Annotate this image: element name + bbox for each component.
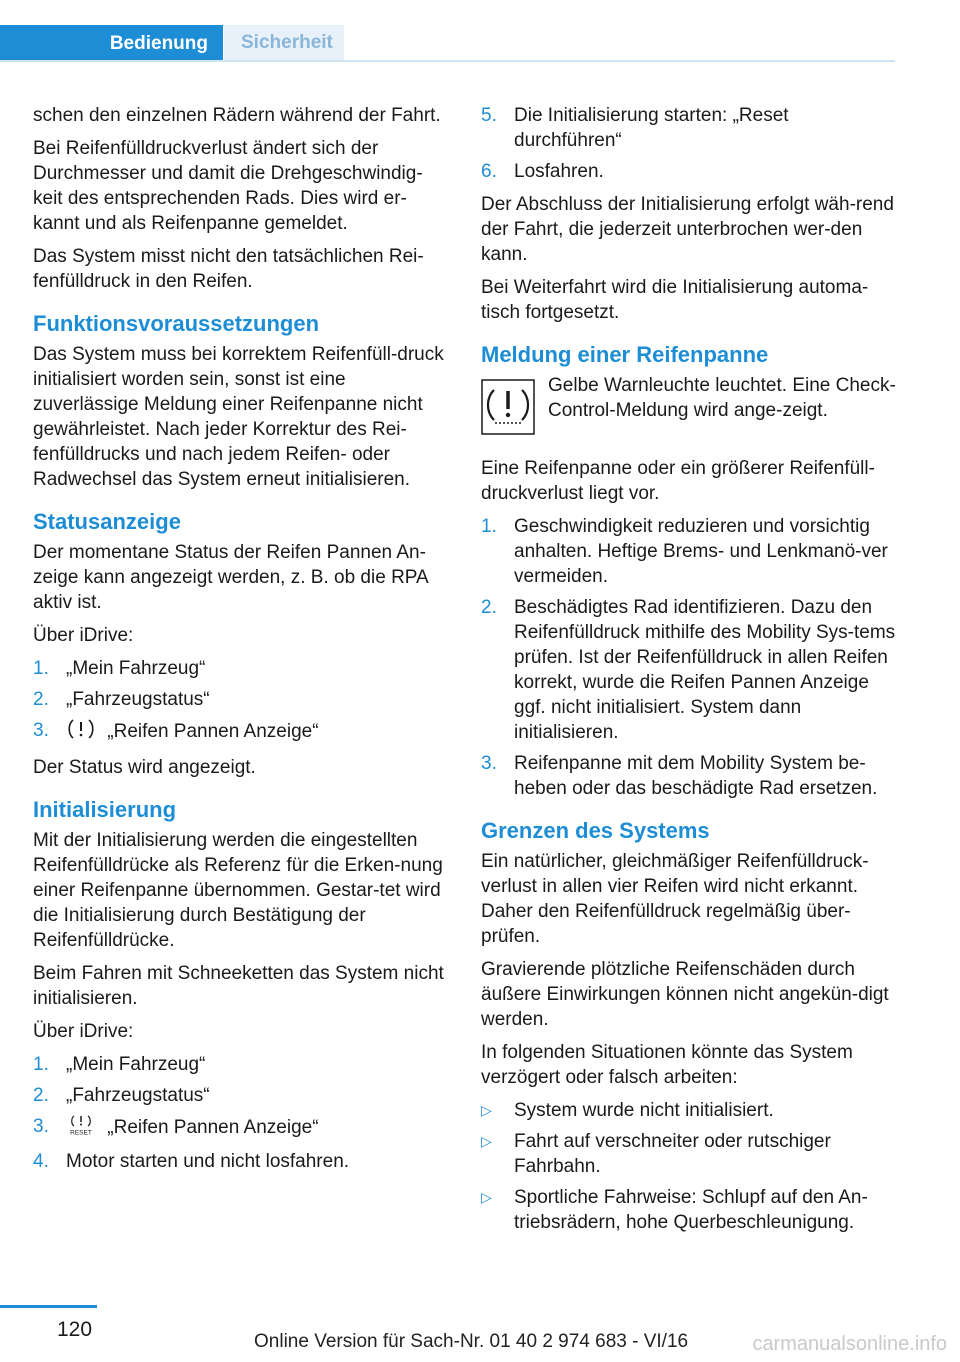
step-text: Beschädigtes Rad identifizieren. Dazu den Reifenfülldruck mithilfe des Mobility Sys-tems prüfen. Ist der Reifenfülldruck in allen Reifen korrekt, wurde die Reifen Pannen Anzeige ggf. nicht initialisiert. System dann initialisieren. [514, 597, 896, 743]
step-number: 1. [33, 658, 49, 679]
step-text: Die Initialisierung starten: „Reset durchführen“ [514, 105, 789, 151]
paragraph: Bei Weiterfahrt wird die Initialisierung automa-tisch fortgesetzt. [481, 277, 869, 323]
list-item [33, 687, 447, 712]
tire-warning-icon [66, 718, 96, 747]
step-number: 2. [481, 597, 497, 618]
list-item [481, 1098, 897, 1123]
list-item [33, 1149, 447, 1174]
list-item [33, 656, 447, 681]
step-text: „Reifen Pannen Anzeige“ [107, 1117, 319, 1138]
tire-reset-icon [66, 1114, 96, 1143]
step-number: 6. [481, 161, 497, 182]
page-number: 120 [57, 1318, 93, 1341]
step-text: „Mein Fahrzeug“ [66, 658, 206, 679]
paragraph: Eine Reifenpanne oder ein größerer Reifenfüll-druckverlust liegt vor. [481, 458, 875, 504]
tab-underline [0, 60, 895, 62]
status-steps-list [33, 656, 447, 747]
paragraph: Das System misst nicht den tatsächlichen Rei-fenfülldruck in den Reifen. [33, 246, 424, 292]
init-steps-list [33, 1052, 447, 1174]
list-item [33, 1083, 447, 1108]
init-steps-continued-list [481, 103, 897, 184]
chapter-tabbar [0, 25, 895, 62]
right-column [481, 103, 897, 1243]
heading-statusanzeige: Statusanzeige [33, 509, 181, 534]
paragraph: Bei Reifenfülldruckverlust ändert sich der Durchmesser und damit die Drehgeschwindig-keit des entsprechenden Rads. Dies wird er-kannt und als Reifenpanne gemeldet. [33, 138, 423, 234]
step-number: 3. [33, 1116, 49, 1137]
warning-lamp-note [481, 373, 897, 448]
list-item [481, 595, 897, 745]
step-text: Losfahren. [514, 161, 604, 182]
reset-icon-label: RESET [70, 1129, 92, 1136]
step-number: 5. [481, 105, 497, 126]
limitations-list [481, 1098, 897, 1235]
bullet-text: System wurde nicht initialisiert. [514, 1100, 774, 1121]
step-number: 2. [33, 689, 49, 710]
warning-lamp-text: Gelbe Warnleuchte leuchtet. Eine Check-Control-Meldung wird ange-zeigt. [548, 375, 896, 421]
paragraph: Beim Fahren mit Schneeketten das System nicht initialisieren. [33, 963, 444, 1009]
paragraph: schen den einzelnen Rädern während der Fahrt. [33, 105, 441, 126]
paragraph: Über iDrive: [33, 1021, 134, 1042]
bullet-triangle-icon: ▷ [481, 1133, 492, 1149]
step-text: Geschwindigkeit reduzieren und vorsichtig anhalten. Heftige Brems- und Lenkmanö-ver vermeiden. [514, 516, 888, 587]
tab-sicherheit[interactable]: Sicherheit [224, 25, 344, 60]
list-item [481, 514, 897, 589]
paragraph: Der momentane Status der Reifen Pannen An-zeige kann angezeigt werden, z. B. ob die RPA aktiv ist. [33, 542, 428, 613]
paragraph: Über iDrive: [33, 625, 134, 646]
bullet-triangle-icon: ▷ [481, 1102, 492, 1118]
step-number: 3. [33, 720, 49, 741]
tab-bedienung[interactable]: Bedienung [0, 25, 223, 62]
paragraph: Das System muss bei korrektem Reifenfüll-druck initialisiert worden sein, sonst ist eine zuverlässige Meldung einer Reifenpanne nicht gewährleistet. Nach jeder Korrektur des Rei-fenfülldrucks und nach jedem Reifen- oder Radwechsel das System erneut initialisieren. [33, 344, 444, 490]
paragraph: Ein natürlicher, gleichmäßiger Reifenfülldruck-verlust in allen vier Reifen wird nicht erkannt. Daher den Reifenfülldruck regelmäßig über-prüfen. [481, 851, 869, 947]
list-item [481, 751, 897, 801]
list-item [33, 1114, 447, 1143]
paragraph: In folgenden Situationen könnte das System verzögert oder falsch arbeiten: [481, 1042, 853, 1088]
step-text: Reifenpanne mit dem Mobility System be-heben oder das beschädigte Rad ersetzen. [514, 753, 878, 799]
paragraph: Mit der Initialisierung werden die eingestellten Reifenfülldrücke als Referenz für die Erken-nung einer Reifenpanne übernommen. Gestar-tet wird die Initialisierung durch Bestätigung der Reifenfülldrücke. [33, 830, 443, 951]
list-item [33, 1052, 447, 1077]
step-text: Motor starten und nicht losfahren. [66, 1151, 350, 1172]
list-item [481, 103, 897, 153]
list-item [33, 718, 447, 747]
paragraph: Gravierende plötzliche Reifenschäden durch äußere Einwirkungen können nicht angekün-digt werden. [481, 959, 889, 1030]
paragraph: Der Abschluss der Initialisierung erfolgt wäh-rend der Fahrt, die jederzeit unterbrochen wer-den kann. [481, 194, 894, 265]
heading-funktionsvoraussetzungen: Funktionsvoraussetzungen [33, 311, 320, 336]
step-number: 1. [481, 516, 497, 537]
step-number: 2. [33, 1085, 49, 1106]
footer-version: Online Version für Sach-Nr. 01 40 2 974 683 - VI/16 [254, 1331, 689, 1352]
tire-warning-lamp-icon [481, 379, 535, 442]
list-item [481, 1185, 897, 1235]
left-column [33, 103, 447, 1182]
step-number: 3. [481, 753, 497, 774]
step-text: „Fahrzeugstatus“ [66, 689, 210, 710]
watermark: carmanualsonline.info [752, 1333, 947, 1355]
heading-meldung-reifenpanne: Meldung einer Reifenpanne [481, 342, 769, 367]
bullet-text: Sportliche Fahrweise: Schlupf auf den An-triebsrädern, hohe Querbeschleunigung. [514, 1187, 868, 1233]
list-item [481, 1129, 897, 1179]
list-item [481, 159, 897, 184]
page-number-rule [0, 1305, 97, 1308]
step-text: „Reifen Pannen Anzeige“ [107, 721, 319, 742]
step-text: „Fahrzeugstatus“ [66, 1085, 210, 1106]
bullet-text: Fahrt auf verschneiter oder rutschiger Fahrbahn. [514, 1131, 831, 1177]
step-text: „Mein Fahrzeug“ [66, 1054, 206, 1075]
step-number: 1. [33, 1054, 49, 1075]
bullet-triangle-icon: ▷ [481, 1189, 492, 1205]
heading-initialisierung: Initialisierung [33, 797, 177, 822]
heading-grenzen-des-systems: Grenzen des Systems [481, 818, 710, 843]
paragraph: Der Status wird angezeigt. [33, 757, 256, 778]
panne-steps-list [481, 514, 897, 801]
step-number: 4. [33, 1151, 49, 1172]
